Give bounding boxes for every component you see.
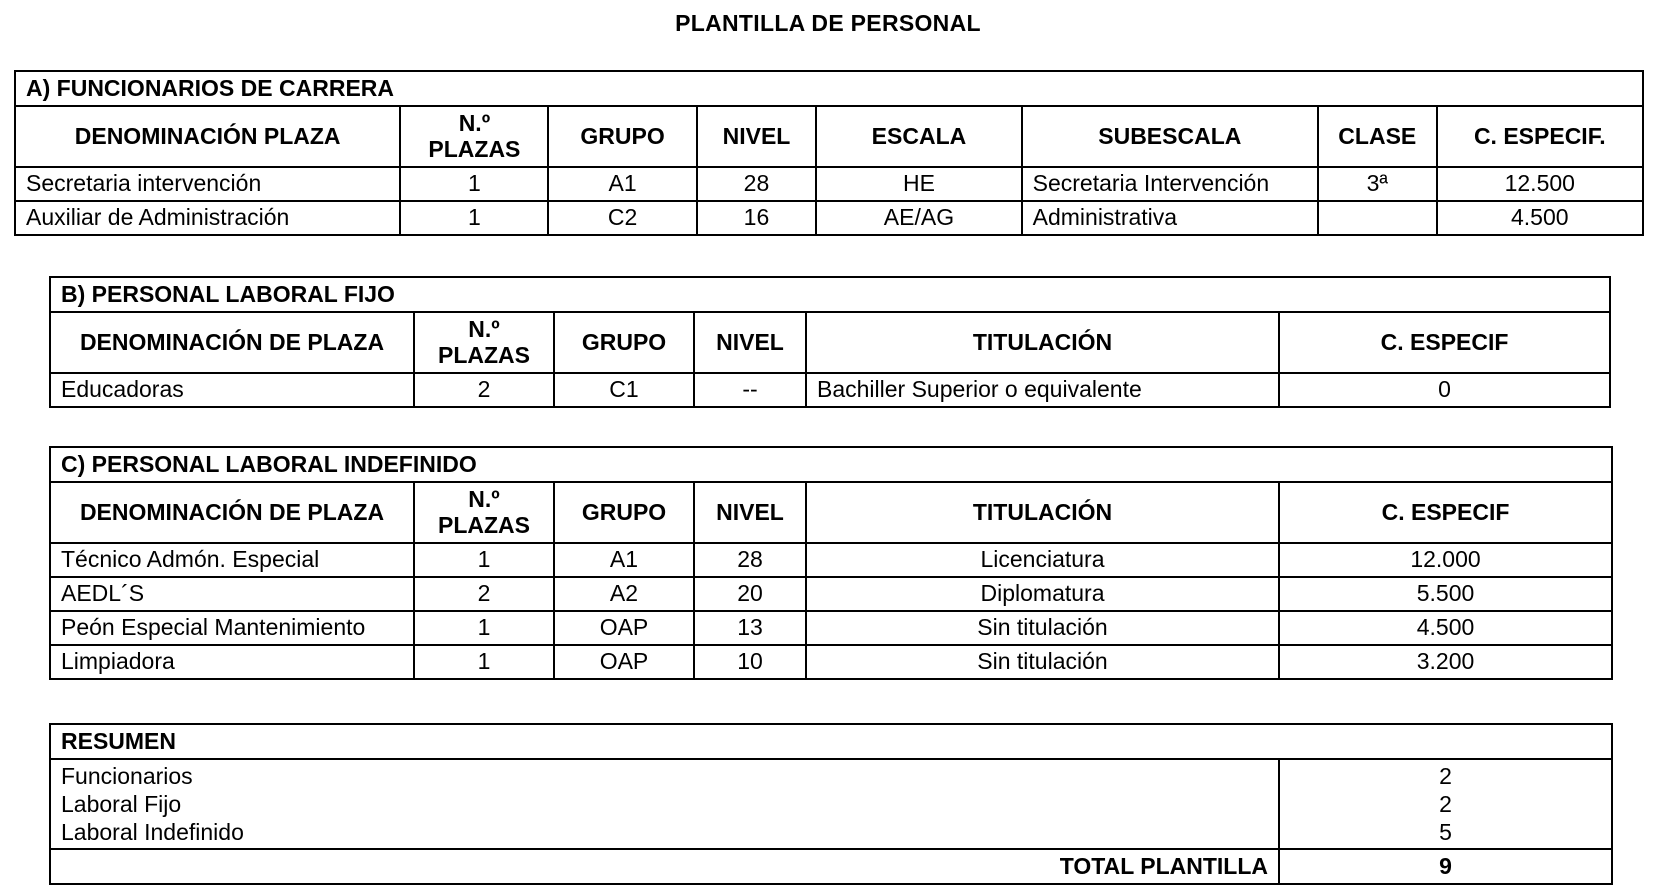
column-header — [414, 482, 554, 543]
table-row — [50, 577, 1612, 611]
column-header: NIVEL — [694, 482, 806, 543]
table-row — [50, 611, 1612, 645]
resumen-labels — [50, 759, 1279, 849]
column-header: NIVEL — [694, 312, 806, 373]
cell-nivel: 16 — [697, 201, 817, 235]
cell-clase — [1318, 201, 1437, 235]
page-title: PLANTILLA DE PERSONAL — [675, 10, 981, 36]
section-heading: RESUMEN — [50, 724, 1612, 759]
column-header: DENOMINACIÓN DE PLAZA — [50, 482, 414, 543]
section-heading: C) PERSONAL LABORAL INDEFINIDO — [50, 447, 1612, 482]
total-label: TOTAL PLANTILLA — [50, 849, 1279, 884]
cell-complemento: 3.200 — [1279, 645, 1612, 679]
column-header: GRUPO — [554, 312, 694, 373]
plazas-header-text: N.º PLAZAS — [438, 486, 530, 538]
laboral-fijo-table — [49, 276, 1611, 408]
column-header: TITULACIÓN — [806, 312, 1279, 373]
cell-complemento: 5.500 — [1279, 577, 1612, 611]
column-header — [414, 312, 554, 373]
table-row — [15, 201, 1643, 235]
cell-grupo: A2 — [554, 577, 694, 611]
plazas-header-text: N.º PLAZAS — [428, 110, 521, 162]
cell-subescala: Administrativa — [1022, 201, 1318, 235]
column-header: C. ESPECIF — [1279, 482, 1612, 543]
section-heading: B) PERSONAL LABORAL FIJO — [50, 277, 1610, 312]
cell-plazas: 1 — [414, 543, 554, 577]
cell-nivel: 20 — [694, 577, 806, 611]
column-header: NIVEL — [697, 106, 817, 167]
cell-complemento: 12.000 — [1279, 543, 1612, 577]
resumen-label: Funcionarios — [61, 763, 193, 789]
cell-plazas: 2 — [414, 373, 554, 407]
cell-grupo: C1 — [554, 373, 694, 407]
column-header: SUBESCALA — [1022, 106, 1318, 167]
laboral-indefinido-table — [49, 446, 1613, 680]
table-row — [50, 645, 1612, 679]
cell-complemento: 0 — [1279, 373, 1610, 407]
column-header: DENOMINACIÓN PLAZA — [15, 106, 400, 167]
column-header — [400, 106, 548, 167]
resumen-table — [49, 723, 1613, 885]
cell-subescala: Secretaria Intervención — [1022, 167, 1318, 201]
resumen-value: 5 — [1439, 819, 1452, 845]
total-value: 9 — [1279, 849, 1612, 884]
cell-titulacion: Licenciatura — [806, 543, 1279, 577]
column-header: ESCALA — [816, 106, 1021, 167]
cell-denominacion: Peón Especial Mantenimiento — [50, 611, 414, 645]
cell-plazas: 1 — [400, 167, 548, 201]
plazas-header-text: N.º PLAZAS — [438, 316, 530, 368]
table-row — [50, 543, 1612, 577]
cell-grupo: OAP — [554, 645, 694, 679]
cell-denominacion: Técnico Admón. Especial — [50, 543, 414, 577]
column-header: DENOMINACIÓN DE PLAZA — [50, 312, 414, 373]
cell-complemento: 4.500 — [1279, 611, 1612, 645]
cell-nivel: -- — [694, 373, 806, 407]
cell-clase: 3ª — [1318, 167, 1437, 201]
cell-escala: AE/AG — [816, 201, 1021, 235]
cell-titulacion: Sin titulación — [806, 645, 1279, 679]
resumen-label: Laboral Indefinido — [61, 819, 244, 845]
resumen-value: 2 — [1439, 763, 1452, 789]
cell-plazas: 1 — [400, 201, 548, 235]
column-header: GRUPO — [548, 106, 696, 167]
cell-titulacion: Sin titulación — [806, 611, 1279, 645]
column-header: GRUPO — [554, 482, 694, 543]
funcionarios-table — [14, 70, 1644, 236]
resumen-label: Laboral Fijo — [61, 791, 182, 817]
cell-grupo: C2 — [548, 201, 696, 235]
cell-nivel: 28 — [697, 167, 817, 201]
column-header: TITULACIÓN — [806, 482, 1279, 543]
cell-titulacion: Bachiller Superior o equivalente — [806, 373, 1279, 407]
cell-plazas: 1 — [414, 645, 554, 679]
cell-escala: HE — [816, 167, 1021, 201]
cell-denominacion: Limpiadora — [50, 645, 414, 679]
table-row — [50, 373, 1610, 407]
cell-grupo: A1 — [548, 167, 696, 201]
resumen-values — [1279, 759, 1612, 849]
cell-nivel: 10 — [694, 645, 806, 679]
cell-denominacion: Educadoras — [50, 373, 414, 407]
cell-nivel: 28 — [694, 543, 806, 577]
table-row — [15, 167, 1643, 201]
cell-denominacion: AEDL´S — [50, 577, 414, 611]
section-heading: A) FUNCIONARIOS DE CARRERA — [15, 71, 1643, 106]
column-header: C. ESPECIF — [1279, 312, 1610, 373]
cell-nivel: 13 — [694, 611, 806, 645]
resumen-value: 2 — [1439, 791, 1452, 817]
cell-grupo: OAP — [554, 611, 694, 645]
column-header: C. ESPECIF. — [1437, 106, 1643, 167]
cell-denominacion: Auxiliar de Administración — [15, 201, 400, 235]
cell-complemento: 4.500 — [1437, 201, 1643, 235]
cell-grupo: A1 — [554, 543, 694, 577]
column-header: CLASE — [1318, 106, 1437, 167]
cell-denominacion: Secretaria intervención — [15, 167, 400, 201]
cell-complemento: 12.500 — [1437, 167, 1643, 201]
cell-titulacion: Diplomatura — [806, 577, 1279, 611]
cell-plazas: 1 — [414, 611, 554, 645]
cell-plazas: 2 — [414, 577, 554, 611]
